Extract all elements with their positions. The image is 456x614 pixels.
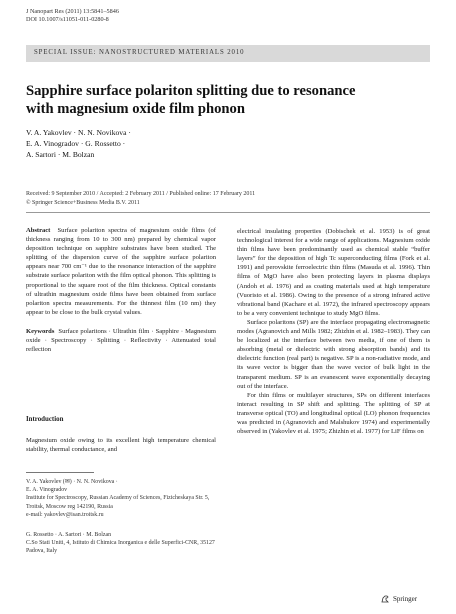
springer-horse-icon <box>380 594 390 604</box>
doi[interactable]: DOI 10.1007/s11051-011-0280-8 <box>26 16 109 23</box>
intro-paragraph-3: For thin films or multilayer structures, SPs on different interfaces interact resulting in SP shift and splitting. The splitting of SP at transverse optical (TO) and longitudinal optical (LO) phonon frequencies was predicted in (Agranovich and Malshukov 1974) and experimentally observed in (Yakovlev et al. 1975; Zhizhin et al. 1977) for LiF films on <box>237 391 430 436</box>
title-line-2: with magnesium oxide film phonon <box>26 101 245 117</box>
publisher-logo <box>380 594 417 604</box>
intro-paragraph-2: Surface polaritons (SP) are the interface propagating electromagnetic modes (Agranovich and Mills 1982; Zhizhin et al. 1982–1983). They can be localized at the interface between two media, if one of them is absorbing (metal or dielectric with strong absorption bands) and its dielectric function (real part) is negative. SP is a non-radiative mode, and its wave vector is bigger than the wave vector of bulk light in the transparent medium. SP is an evanescent wave exponentially decaying out of the interface. <box>237 318 430 390</box>
special-issue-banner <box>26 45 430 62</box>
authors-line-2: E. A. Vinogradov · G. Rossetto · <box>26 139 126 148</box>
introduction-heading: Introduction <box>26 416 64 423</box>
affil2-names: G. Rossetto · A. Sartori · M. Bolzan <box>26 532 112 538</box>
authors-line-1: V. A. Yakovlev · N. N. Novikova · <box>26 128 131 137</box>
affiliation-2 <box>26 531 216 556</box>
authors-line-3: A. Sartori · M. Bolzan <box>26 150 95 159</box>
keywords <box>26 327 216 354</box>
keywords-text: Surface polaritons · Ultrathin film · Sapphire · Magnesium oxide · Spectroscopy · Splitting · Reflectivity · Attenuated total reflection <box>26 327 217 354</box>
introduction-text: Magnesium oxide owing to its excellent high temperature chemical stability, thermal conductance, and <box>26 437 216 454</box>
author-list <box>26 127 346 160</box>
affil2-institution: C.So Stati Uniti, 4, Istituto di Chimica Inorganica e delle Superfici-CNR, 35127 Padova, Italy <box>26 540 215 555</box>
affil1-email[interactable]: e-mail: yakovlev@isan.troitsk.ru <box>26 511 104 518</box>
right-column <box>237 227 430 436</box>
publication-history <box>26 190 430 208</box>
abstract-label: Abstract <box>26 227 51 234</box>
paper-title <box>26 82 426 118</box>
journal-header <box>26 8 119 24</box>
footnote-divider <box>26 472 94 473</box>
abstract-column <box>26 226 216 354</box>
affil1-names: V. A. Yakovlev (✉) · N. N. Novikova · <box>26 479 118 485</box>
intro-paragraph-1: electrical insulating properties (Dobischek et al. 1953) is of great technological interest for a wide range of applications. Magnesium oxide thin films have been predominantly used as chemical stable “buffer layers” for the deposition of high Tc superconducting films (Fork et al. 1991) and perovskite ferroelectric thin films (Masuda et al. 1996). Thin films of MgO have also been protecting layers in plasma displays (Andoh et al. 1976) and as coating materials used at high temperature (Vuoristo et al. 1986). Owing to the presence of a strong infrared active vibrational band (Kachare et al. 1972), the infrared spectroscopy appears to be a very convenient technique to study MgO films. <box>237 228 430 317</box>
journal-citation: J Nanopart Res (2011) 13:5841–5846 <box>26 8 119 15</box>
affil1-institution: Institute for Spectroscopy, Russian Academy of Sciences, Fizicheskaya Str. 5, Troitsk, Moscow reg 142190, Russia <box>26 495 210 510</box>
keywords-label: Keywords <box>26 327 55 335</box>
header-divider <box>26 212 430 213</box>
affil1-names-2: E. A. Vinogradov <box>26 487 68 494</box>
abstract-text: Surface polariton spectra of magnesium oxide films (of thickness ranging from 10 to 300 nm) prepared by chemical vapor deposition technique on sapphire substrates have been studied. The splitting of the dispersion curve of the sapphire surface polariton appears near 700 cm⁻¹ due to the resonance interaction of the sapphire substrate surface polariton with the film optical phonon. This splitting is proportional to the square root of the film thickness. Optical constants of ultrathin magnesium oxide films have been obtained from surface polariton spectra measurements. For the thinnest film (10 nm) they appear to be close to the bulk crystal values. <box>26 227 216 316</box>
copyright-line: © Springer Science+Business Media B.V. 2011 <box>26 200 140 206</box>
dates-line: Received: 9 September 2010 / Accepted: 2 February 2011 / Published online: 17 February 2011 <box>26 191 256 197</box>
abstract <box>26 226 216 317</box>
publisher-name: Springer <box>393 595 418 603</box>
title-line-1: Sapphire surface polariton splitting due to resonance <box>26 83 356 99</box>
special-issue-label: SPECIAL ISSUE: NANOSTRUCTURED MATERIALS 2010 <box>34 49 245 56</box>
affiliation-1 <box>26 478 216 519</box>
